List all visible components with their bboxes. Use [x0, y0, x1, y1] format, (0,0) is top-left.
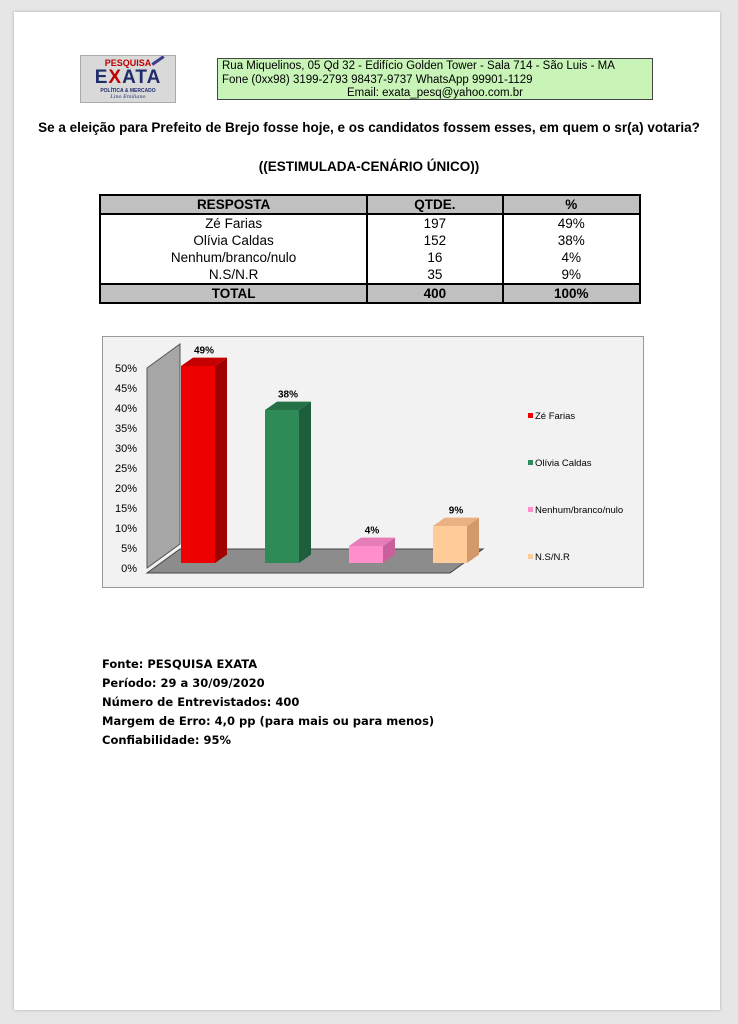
bar-front [181, 366, 215, 563]
legend-swatch [528, 554, 533, 559]
legend-label: Nenhum/branco/nulo [535, 505, 624, 516]
cell-response: Olívia Caldas [100, 232, 367, 249]
address-line: Rua Miquelinos, 05 Qd 32 - Edifício Golden Tower - Sala 714 - São Luis - MA [222, 60, 615, 72]
bar-value-label: 4% [364, 525, 380, 537]
y-tick-label: 15% [114, 503, 137, 515]
legend-label: Olívia Caldas [535, 458, 592, 469]
logo-line-1: PESQUISA [104, 58, 152, 68]
logo-tagline: POLÍTICA & MERCADO [100, 88, 156, 94]
table-total-row [100, 284, 640, 303]
cell-percent: 4% [503, 249, 640, 266]
bar-value-label: 38% [277, 389, 299, 401]
y-tick-label: 25% [114, 463, 137, 475]
footer-confidence: Confiabilidade: 95% [102, 733, 232, 747]
bar-front [349, 546, 383, 563]
bar-value-label: 49% [193, 345, 215, 357]
cell-response: Nenhum/branco/nulo [100, 249, 367, 266]
header-percent: % [503, 195, 640, 214]
y-tick-label: 45% [114, 383, 137, 395]
footer-source: Fonte: PESQUISA EXATA [102, 657, 258, 671]
survey-question: Se a eleição para Prefeito de Brejo fosse hoje, e os candidatos fossem esses, em quem o sr(a) votaria? [38, 120, 700, 135]
total-percent: 100% [503, 284, 640, 303]
legend-swatch [528, 507, 533, 512]
footer-interviews: Número de Entrevistados: 400 [102, 695, 300, 709]
table-row [100, 266, 640, 284]
y-tick-label: 20% [114, 483, 137, 495]
cell-response: N.S/N.R [100, 266, 367, 284]
table-row [100, 232, 640, 249]
cell-response: Zé Farias [100, 214, 367, 232]
bar-value-label: 9% [448, 505, 464, 517]
table-header-row [100, 195, 640, 214]
logo-wordmark: EXATA [94, 67, 162, 88]
bar-front [433, 526, 467, 563]
cell-count: 16 [367, 249, 502, 266]
legend-swatch [528, 413, 533, 418]
cell-percent: 49% [503, 214, 640, 232]
bar-side [215, 358, 227, 563]
bar-front [265, 410, 299, 563]
y-tick-label: 50% [114, 363, 137, 375]
y-tick-label: 30% [114, 443, 137, 455]
cell-count: 152 [367, 232, 502, 249]
pesquisa-exata-logo [80, 55, 176, 103]
bar-chart [102, 336, 644, 588]
table-row [100, 249, 640, 266]
legend-label: N.S/N.R [535, 552, 570, 563]
bar-side [299, 402, 311, 563]
cell-percent: 9% [503, 266, 640, 284]
chart-canvas [103, 337, 643, 587]
logo-signature: Lino Emiliano [110, 94, 146, 100]
total-count: 400 [367, 284, 502, 303]
phone-line: Fone (0xx98) 3199-2793 98437-9737 WhatsApp 99901-1129 [222, 73, 533, 86]
cell-count: 35 [367, 266, 502, 284]
header-qtde: QTDE. [367, 195, 502, 214]
y-tick-label: 40% [114, 403, 137, 415]
chart-back-wall [147, 344, 180, 568]
y-tick-label: 10% [114, 523, 137, 535]
footer-margin: Margem de Erro: 4,0 pp (para mais ou para menos) [102, 714, 435, 728]
footer-period: Período: 29 a 30/09/2020 [102, 676, 265, 690]
results-table [99, 194, 641, 304]
cell-count: 197 [367, 214, 502, 232]
methodology-footer [102, 655, 602, 750]
survey-scenario: ((ESTIMULADA-CENÁRIO ÚNICO)) [258, 159, 480, 174]
header-resposta: RESPOSTA [100, 195, 367, 214]
cell-percent: 38% [503, 232, 640, 249]
table-row [100, 214, 640, 232]
email-line: Email: exata_pesq@yahoo.com.br [347, 87, 523, 99]
legend-swatch [528, 460, 533, 465]
legend-label: Zé Farias [535, 411, 576, 422]
y-tick-label: 35% [114, 423, 137, 435]
y-tick-label: 5% [121, 543, 137, 555]
y-tick-label: 0% [121, 563, 137, 575]
contact-address-box [217, 58, 653, 100]
total-label: TOTAL [100, 284, 367, 303]
